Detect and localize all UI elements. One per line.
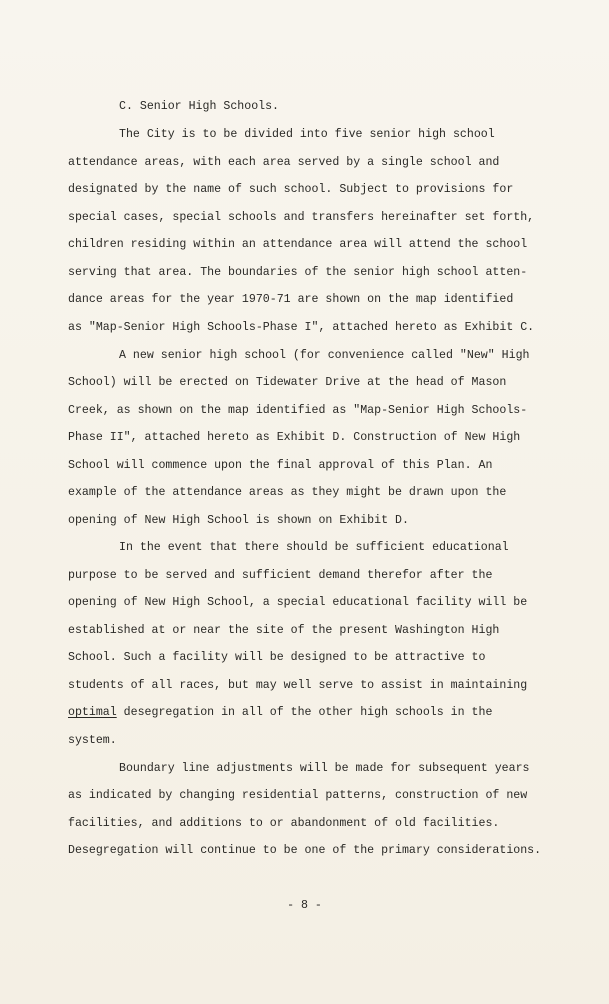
paragraph-4-line-4: Desegregation will continue to be one of the primary considerations. [68, 844, 542, 857]
paragraph-3-line-6: students of all races, but may well serve to assist in maintaining [68, 679, 528, 692]
paragraph-4-line-2: as indicated by changing residential patterns, construction of new [68, 789, 528, 802]
paragraph-3-line-7-rest: desegregation in all of the other high schools in the [116, 706, 493, 719]
paragraph-1-line-2: attendance areas, with each area served by a single school and [68, 156, 500, 169]
paragraph-4-line-1: Boundary line adjustments will be made for subsequent years [119, 762, 530, 775]
paragraph-3-line-2: purpose to be served and sufficient demand therefor after the [68, 569, 493, 582]
paragraph-2-line-7: opening of New High School is shown on Exhibit D. [68, 514, 409, 527]
paragraph-3-line-8: system. [68, 734, 117, 747]
paragraph-3-line-4: established at or near the site of the present Washington High [68, 624, 500, 637]
paragraph-1-line-5: children residing within an attendance area will attend the school [68, 238, 528, 251]
paragraph-2-line-4: Phase II", attached hereto as Exhibit D. Construction of New High [68, 431, 521, 444]
paragraph-2-line-2: School) will be erected on Tidewater Drive at the head of Mason [68, 376, 507, 389]
paragraph-1-line-1: The City is to be divided into five senior high school [119, 128, 495, 141]
section-heading: C. Senior High Schools. [119, 100, 280, 113]
page-number: - 8 - [287, 899, 322, 912]
paragraph-2-line-5: School will commence upon the final approval of this Plan. An [68, 459, 493, 472]
paragraph-3-line-1: In the event that there should be sufficient educational [119, 541, 509, 554]
paragraph-1-line-7: dance areas for the year 1970-71 are shown on the map identified [68, 293, 514, 306]
paragraph-2-line-3: Creek, as shown on the map identified as "Map-Senior High Schools- [68, 404, 528, 417]
paragraph-1-line-3: designated by the name of such school. Subject to provisions for [68, 183, 514, 196]
paragraph-3-line-7 [68, 705, 492, 721]
paragraph-1-line-8: as "Map-Senior High Schools-Phase I", attached hereto as Exhibit C. [68, 321, 535, 334]
paragraph-3-line-5: School. Such a facility will be designed to be attractive to [68, 651, 486, 664]
paragraph-3-line-3: opening of New High School, a special educational facility will be [68, 596, 528, 609]
underlined-word: optimal [68, 706, 117, 719]
paragraph-2-line-1: A new senior high school (for convenience called "New" High [119, 349, 530, 362]
paragraph-1-line-6: serving that area. The boundaries of the senior high school atten- [68, 266, 528, 279]
paragraph-1-line-4: special cases, special schools and transfers hereinafter set forth, [68, 211, 535, 224]
paragraph-4-line-3: facilities, and additions to or abandonment of old facilities. [68, 817, 500, 830]
paragraph-2-line-6: example of the attendance areas as they might be drawn upon the [68, 486, 507, 499]
